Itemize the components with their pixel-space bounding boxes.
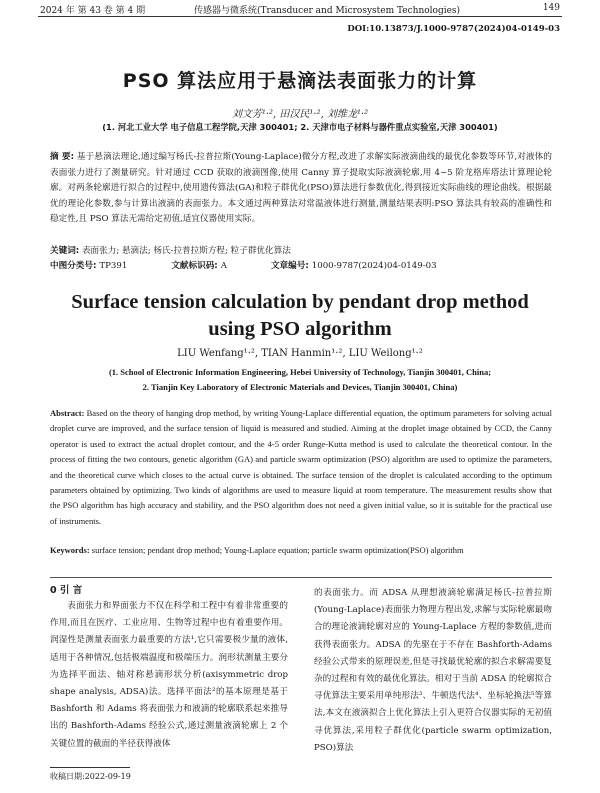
- received-date: 收稿日期:2022-09-19: [50, 772, 131, 781]
- abstract-zh: [50, 150, 552, 228]
- keywords-zh-text: 表面张力; 悬滴法; 杨氏-拉普拉斯方程; 粒子群优化算法: [81, 246, 291, 256]
- body-right-text: 的表面张力。而 ADSA 从理想液滴轮廓满足杨氏-拉普拉斯(Young-Laplace)表面张力物理方程出发,求解与实际轮廓最吻合的理论液滴轮廓对应的 Young-Laplace 方程的参数值,进而获得表面张力。ADSA 的先驱在于不存在 Bashforth-Adams 经验公式带来的原理误差,但是寻找最优轮廓的拟合求解需要复杂的过程和有效的最优化算法。相对于当前 ADSA 的轮廓拟合寻优算法主要采用单纯形法³、牛顿迭代法⁴、坐标轮换法⁵等算法,本文在液滴拟合上优化算法上引入更符合仪器实际的无初值寻优算法,采用粒子群优化(particle swarm optimization, PSO)算法: [314, 588, 552, 753]
- affiliation-en-line2: 2. Tianjin Key Laboratory of Electronic Materials and Devices, Tianjin 300401, China): [142, 382, 458, 392]
- title-en-line2: using PSO algorithm: [208, 318, 392, 340]
- body-left-text: 表面张力和界面张力不仅在科学和工程中有着非常重要的作用,而且在医疗、工业应用、生物等过程中也有着重要作用。润湿性是测量表面张力最重要的方法¹,它只需要极少量的液体,适用于各种情况,包括极端温度和极端压力。润形状测量主要分为选择平面法、轴对称悬滴形状分析(axisymmetric drop shape analysis, ADSA)法。选择平面法²的基本原理是基于 Bashforth 和 Adams 将表面张力和液滴的轮廓联系起来推导出的 Bashforth-Adams 经验公式,通过测量液滴轮廓上 2 个关键位置的截面的半径获得液体: [50, 601, 288, 749]
- title-en-line1: Surface tension calculation by pendant drop method: [71, 291, 529, 313]
- authors-en: LIU Wenfang¹·², TIAN Hanmin¹·², LIU Weilong¹·²: [177, 348, 423, 359]
- affiliation-en-line1: (1. School of Electronic Information Engineering, Hebei University of Technology, Tianjin 300401, China;: [108, 367, 492, 377]
- header-rule: [38, 16, 562, 17]
- section-heading-intro: 0 引 言: [50, 585, 83, 596]
- article-no-value: 1000-9787(2024)04-0149-03: [311, 261, 437, 271]
- doi: DOI:10.13873/J.1000-9787(2024)04-0149-03: [347, 24, 560, 34]
- title-zh: PSO 算法应用于悬滴法表面张力的计算: [122, 70, 478, 92]
- journal-issue: 2024 年 第 43 卷 第 4 期: [40, 6, 146, 16]
- keywords-zh-label: 关键词:: [50, 246, 80, 256]
- abstract-en: [50, 406, 552, 529]
- classification-row: [50, 259, 552, 271]
- body-left-column: [50, 598, 288, 753]
- abstract-zh-text: 基于悬滴法理论,通过编写杨氏-拉普拉斯(Young-Laplace)微分方程,改进了求解实际液滴曲线的最优化参数等环节,对液体的表面张力进行了测量研究。针对通过 CCD 获取的液滴图像,使用 Canny 算子提取实际液滴轮廓,用 4~5 阶龙格库塔法计算理论轮廓。对两条轮廓进行拟合的过程中,使用遗传算法(GA)和粒子群优化(PSO)算法进行参数优化,得到接近实际曲线的理论曲线。根据最优的理论化参数,参与计算出液滴的表面张力。本文通过两种算法对常温液体进行测量,测量结果表明:PSO 算法具有较高的准确性和稳定性,且 PSO 算法无需给定初值,适宜仪器使用实际。: [50, 152, 552, 224]
- keywords-en: [50, 543, 552, 558]
- abstract-en-text: Based on the theory of hanging drop method, by writing Young-Laplace differential equation, the optimum parameters for solving actual droplet curve are improved, and the surface tension of liquid is measured and studied. Aiming at the droplet image obtained by CCD, the Canny operator is used to extract the actual droplet contour, and the 4-5 order Runge-Kutta method is used to calculate the theoretical contour. In the process of fitting the two contours, genetic algorithm (GA) and particle swarm optimization (PSO) algorithm are used to optimize the parameters, and the theoretical curve which closes to the actual curve is obtained. The surface tension of the droplet is calculated according to the optimum parameters obtained by optimizing. Two kinds of algorithms are used to measure liquid at room temperature. The measurement results show that the PSO algorithm has high accuracy and stability, and the PSO algorithm does not need a given initial value, so it is suitable for the practical use of instruments.: [50, 408, 552, 526]
- section-divider: [50, 577, 552, 578]
- doc-code-value: A: [220, 261, 227, 271]
- keywords-en-text: surface tension; pendant drop method; Young-Laplace equation; particle swarm optimization(PSO) algorithm: [91, 545, 464, 555]
- keywords-en-label: Keywords:: [50, 545, 90, 555]
- abstract-zh-label: 摘 要:: [50, 152, 75, 162]
- abstract-en-label: Abstract:: [50, 408, 85, 418]
- doc-code-label: 文献标识码:: [171, 261, 218, 271]
- keywords-zh: [50, 244, 291, 256]
- journal-name: 传感器与微系统(Transducer and Microsystem Technologies): [194, 6, 461, 16]
- clc-value: TP391: [99, 261, 128, 271]
- body-right-column: [314, 585, 552, 757]
- title-en: [0, 289, 600, 343]
- authors-zh: 刘文芳¹·², 田汉民¹·², 刘维龙¹·²: [231, 109, 369, 120]
- article-no-label: 文章编号:: [270, 261, 309, 271]
- footnote-rule: [50, 767, 130, 768]
- affiliation-zh: (1. 河北工业大学 电子信息工程学院,天津 300401; 2. 天津市电子材料与器件重点实验室,天津 300401): [102, 122, 498, 132]
- page-number: 149: [542, 3, 560, 13]
- affiliation-en: [0, 365, 600, 395]
- clc-label: 中图分类号:: [50, 261, 97, 271]
